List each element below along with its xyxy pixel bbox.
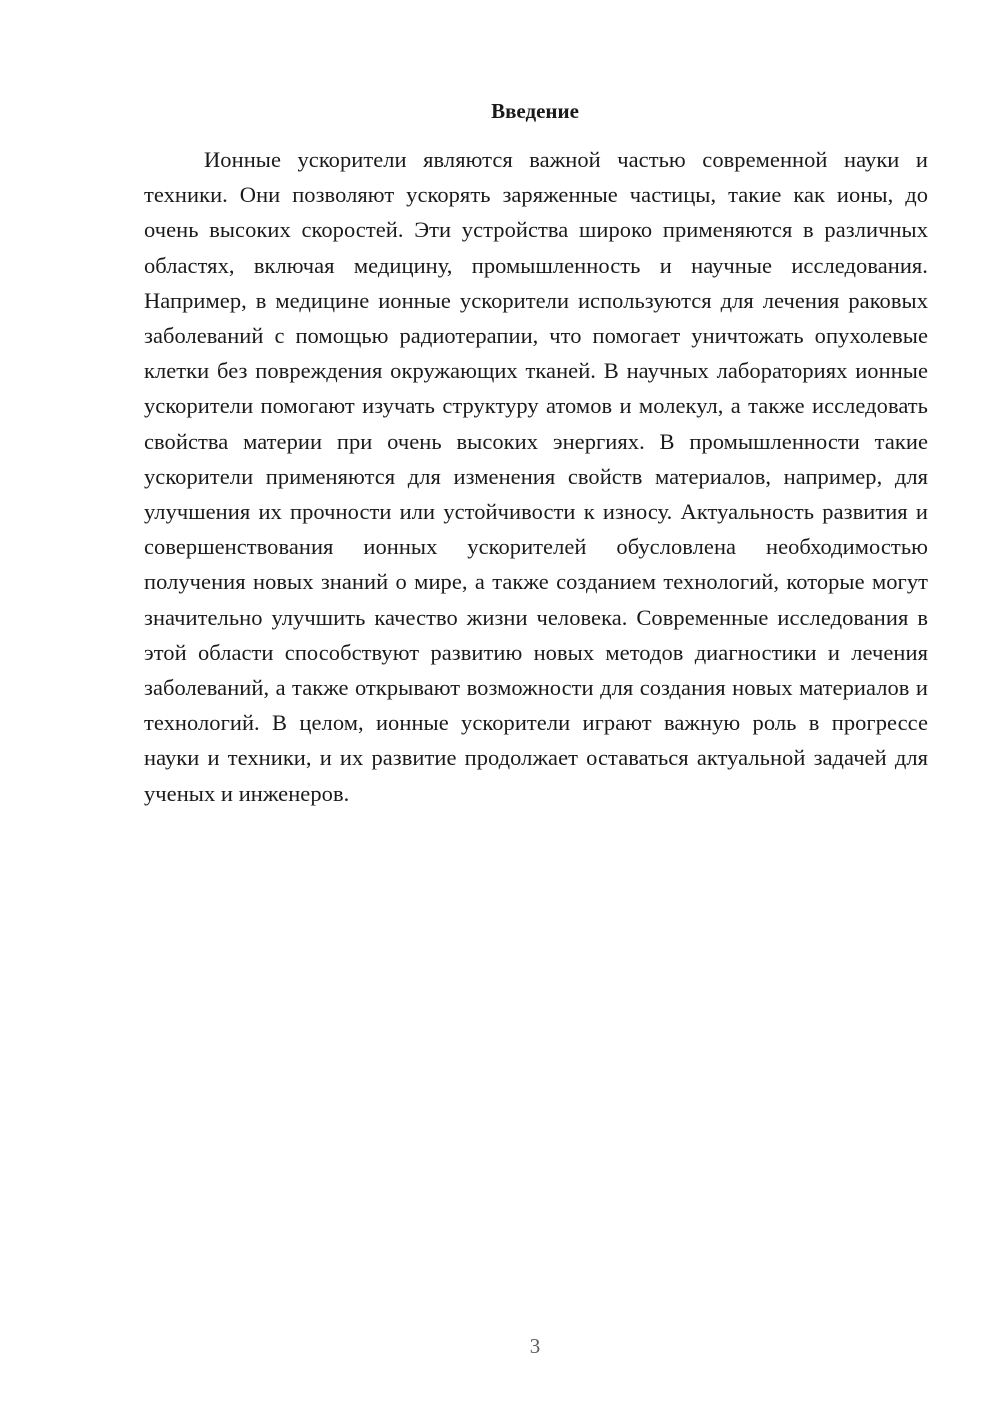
- body-paragraph: Ионные ускорители являются важной частью современной науки и техники. Они позволяют ускорять заряженные частицы, такие как ионы, до очень высоких скоростей. Эти устройства широко применяются в различных областях, включая медицину, промышленность и научные исследования. Например, в медицине ионные ускорители используются для лечения раковых заболеваний с помощью радиотерапии, что помогает уничтожать опухолевые клетки без повреждения окружающих тканей. В научных лабораториях ионные ускорители помогают изучать структуру атомов и молекул, а также исследовать свойства материи при очень высоких энергиях. В промышленности такие ускорители применяются для изменения свойств материалов, например, для улучшения их прочности или устойчивости к износу. Актуальность развития и совершенствования ионных ускорителей обусловлена необходимостью получения новых знаний о мире, а также созданием технологий, которые могут значительно улучшить качество жизни человека. Современные исследования в этой области способствуют развитию новых методов диагностики и лечения заболеваний, а также открывают возможности для создания новых материалов и технологий. В целом, ионные ускорители играют важную роль в прогрессе науки и техники, и их развитие продолжает оставаться актуальной задачей для ученых и инженеров.: [144, 147, 928, 806]
- page-number: 3: [529, 1334, 541, 1358]
- section-heading: Введение: [491, 99, 579, 123]
